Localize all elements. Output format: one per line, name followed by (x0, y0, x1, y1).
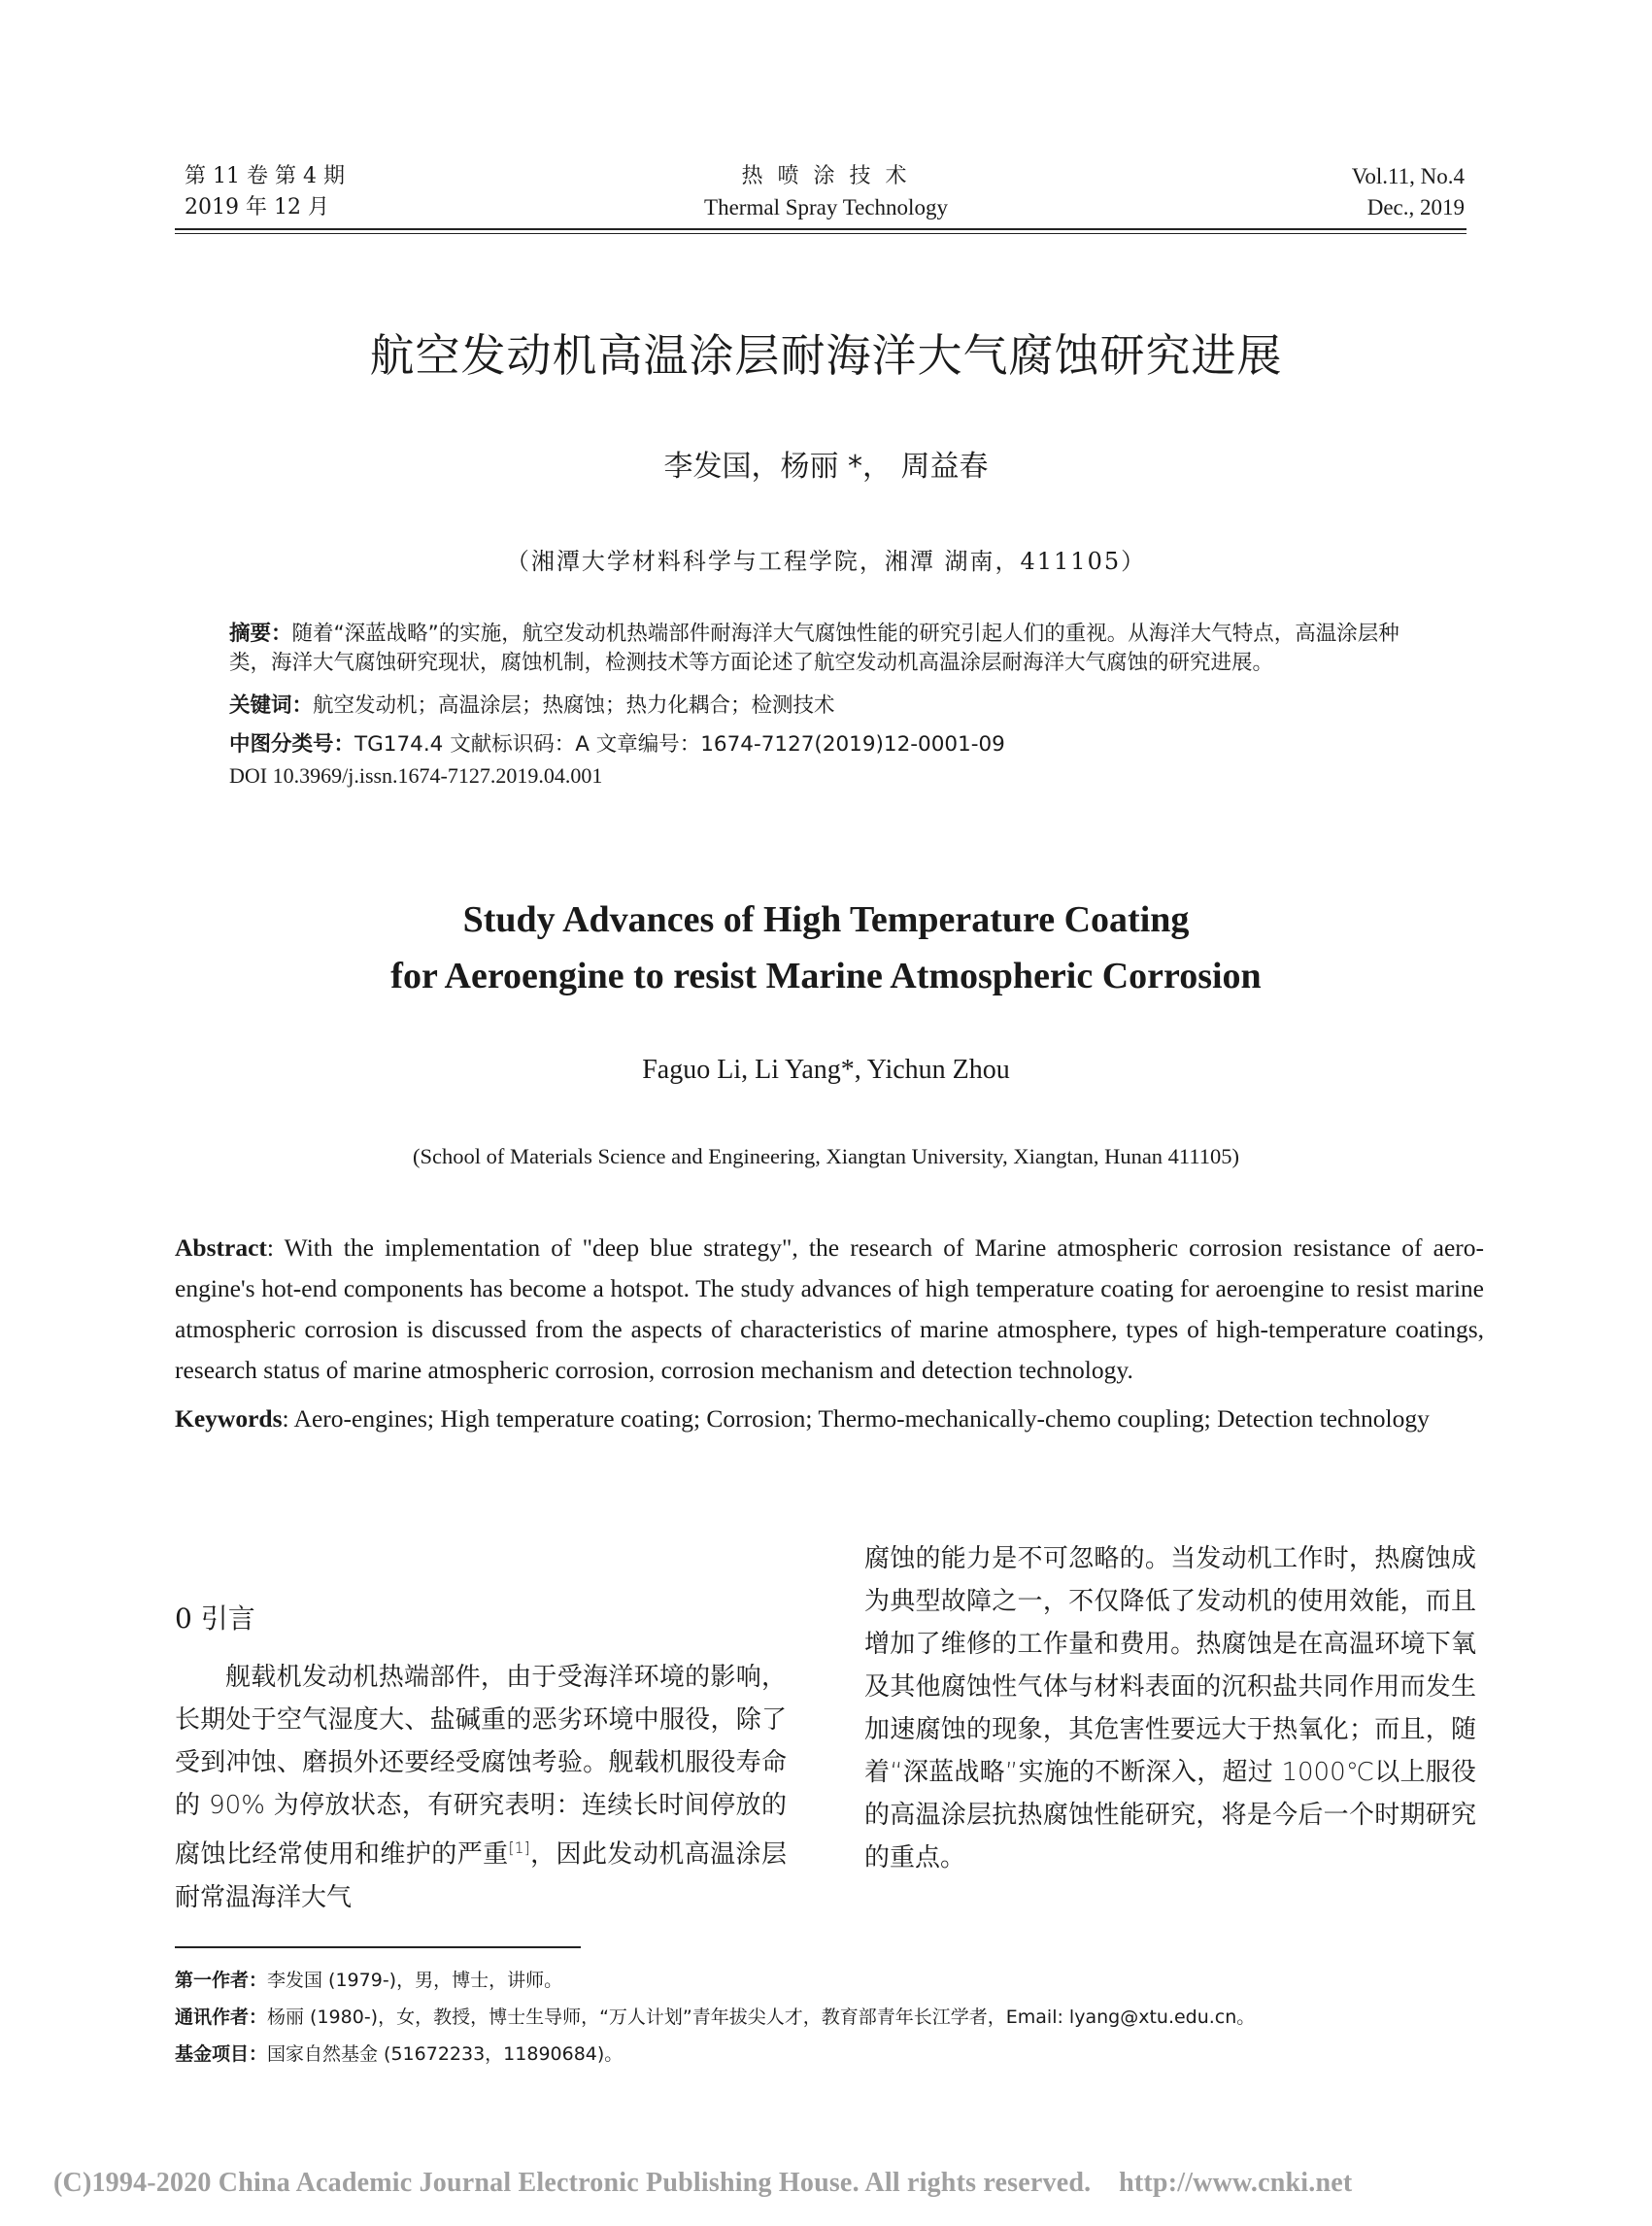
en-title-line2: for Aeroengine to resist Marine Atmospheric Corrosion (390, 956, 1262, 996)
en-authors: Faguo Li, Li Yang*, Yichun Zhou (642, 1055, 1010, 1085)
cn-keywords-label: 关键词： (229, 693, 314, 718)
cn-affiliation: （湘潭大学材料科学与工程学院，湘潭 湖南，411105） (505, 548, 1147, 575)
en-abstract-block (175, 1228, 1484, 1447)
cn-abstract-text: 随着“深蓝战略”的实施，航空发动机热端部件耐海洋大气腐蚀性能的研究引起人们的重视。从海洋大气特点，高温涂层种类，海洋大气腐蚀研究现状，腐蚀机制，检测技术等方面论述了航空发动机高温涂层耐海洋大气腐蚀的研究进展。 (229, 622, 1399, 675)
intro-paragraph-right: 腐蚀的能力是不可忽略的。当发动机工作时，热腐蚀成为典型故障之一，不仅降低了发动机的使用效能，而且增加了维修的工作量和费用。热腐蚀是在高温环境下氧及其他腐蚀性气体与材料表面的沉积盐共同作用而发生加速腐蚀的现象，其危害性要远大于热氧化；而且，随着“深蓝战略”实施的不断深入，超过 1000℃以上服役的高温涂层抗热腐蚀性能研究，将是今后一个时期研究的重点。 (864, 1544, 1476, 1872)
en-affiliation: (School of Materials Science and Engineering, Xiangtan University, Xiangtan, Hunan 411105) (412, 1144, 1240, 1168)
en-keywords (175, 1399, 1484, 1439)
en-abstract-label: Abstract (175, 1233, 267, 1262)
footnote-rule (175, 1946, 581, 1948)
cn-keywords-text: 航空发动机；高温涂层；热腐蚀；热力化耦合；检测技术 (313, 693, 835, 718)
section-heading: 0 引言 (175, 1602, 255, 1635)
en-keywords-label: Keywords (175, 1404, 283, 1433)
intro-text-left-end: ，因此发动机高温涂层耐常温海洋大气 (175, 1839, 787, 1912)
body-left-column (175, 1656, 787, 1919)
fund-label: 基金项目： (175, 2043, 268, 2065)
journal-name-en: Thermal Spray Technology (704, 195, 948, 219)
footnote-fund (175, 2036, 1476, 2073)
fund-text: 国家自然基金 (51672233，11890684)。 (267, 2043, 624, 2065)
cn-authors: 李发国，杨丽 *， 周益春 (663, 450, 989, 484)
body-right-column (864, 1537, 1476, 1879)
header-rule-bottom (175, 233, 1467, 234)
citation-ref[interactable]: [1] (508, 1839, 530, 1857)
cn-abstract-block (229, 620, 1433, 791)
copyright-notice: (C)1994-2020 China Academic Journal Electronic Publishing House. All rights reserved. http://www.cnki.net (53, 2168, 1353, 2198)
volume-number: Vol.11, No.4 (1351, 164, 1465, 188)
footnote-corresponding (175, 1999, 1476, 2036)
header-rule-top (175, 228, 1467, 230)
cn-abstract (229, 620, 1433, 678)
en-keywords-text: : Aero-engines; High temperature coating; Corrosion; Thermo-mechanically-chemo coupling; Detection technology (282, 1404, 1430, 1433)
corresponding-label: 通讯作者： (175, 2007, 268, 2028)
corresponding-text: 杨丽 (1980-)，女，教授，博士生导师，“万人计划”青年拔尖人才，教育部青年长江学者，Email: lyang@xtu.edu.cn。 (267, 2007, 1256, 2028)
cn-title: 航空发动机高温涂层耐海洋大气腐蚀研究进展 (369, 329, 1283, 382)
cn-classification (229, 730, 1433, 759)
intro-text-left: 舰载机发动机热端部件，由于受海洋环境的影响，长期处于空气湿度大、盐碱重的恶劣环境中服役，除了受到冲蚀、磨损外还要经受腐蚀考验。舰载机服役寿命的 90% 为停放状态，有研究表明：连续长时间停放的腐蚀比经常使用和维护的严重 (175, 1663, 787, 1870)
first-author-text: 李发国 (1979-)，男，博士，讲师。 (267, 1970, 563, 1991)
doi: DOI 10.3969/j.issn.1674-7127.2019.04.001 (229, 763, 603, 788)
cn-clc-label: 中图分类号： (229, 732, 355, 757)
journal-name-cn: 热 喷 涂 技 术 (741, 164, 911, 188)
journal-volume-en (1352, 161, 1465, 223)
cn-keywords (229, 691, 1433, 721)
en-abstract (175, 1228, 1484, 1391)
intro-paragraph-left (175, 1656, 787, 1919)
volume-date: Dec., 2019 (1366, 195, 1465, 219)
footnotes (175, 1962, 1476, 2073)
cn-abstract-label: 摘要： (229, 622, 292, 646)
issue-volume: 第 11 卷 第 4 期 (185, 164, 345, 188)
en-title-line1: Study Advances of High Temperature Coating (462, 899, 1190, 940)
en-title (0, 892, 1652, 1004)
cn-clc-text: TG174.4 文献标识码：A 文章编号：1674-7127(2019)12-0001-09 (354, 732, 1005, 757)
footnote-first-author (175, 1962, 1476, 1999)
first-author-label: 第一作者： (175, 1970, 268, 1991)
issue-date: 2019 年 12 月 (185, 195, 329, 219)
en-abstract-text: : With the implementation of "deep blue strategy", the research of Marine atmospheric corrosion resistance of aero-engine's hot-end components has become a hotspot. The study advances of high temperature coating for aeroengine to resist marine atmospheric corrosion is discussed from the aspects of characteristics of marine atmosphere, types of high-temperature coatings, research status of marine atmospheric corrosion, corrosion mechanism and detection technology. (175, 1233, 1484, 1384)
